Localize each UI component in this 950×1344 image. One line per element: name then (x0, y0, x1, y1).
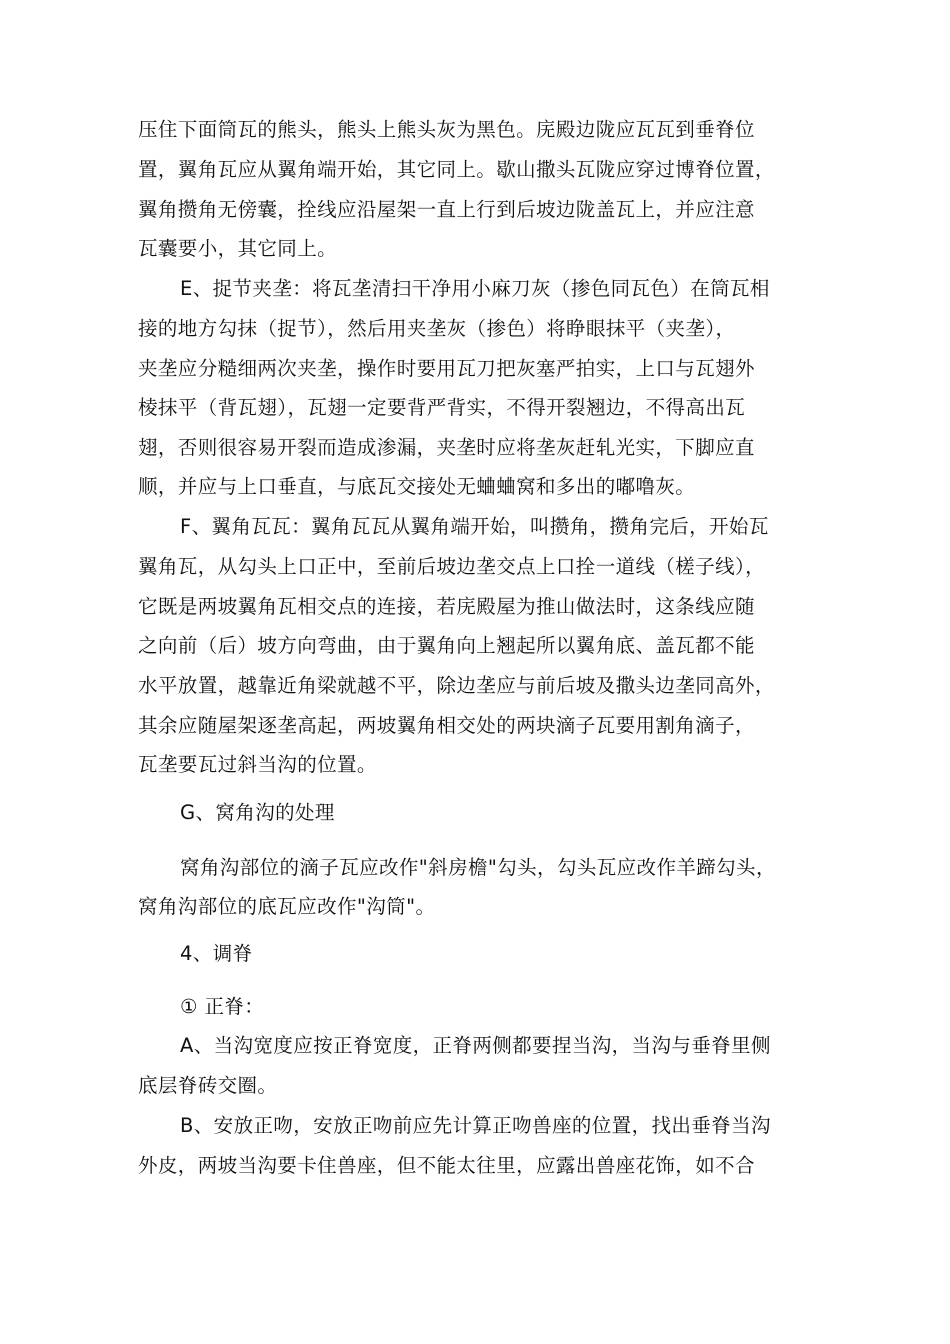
text-line: 窝角沟部位的滴子瓦应改作"斜房檐"勾头，勾头瓦应改作羊蹄勾头， (180, 856, 776, 879)
text-line: 置，翼角瓦应从翼角端开始，其它同上。歇山撒头瓦陇应穿过博脊位置， (138, 158, 775, 181)
text-line: 翼角攒角无傍囊，拴线应沿屋架一直上行到后坡边陇盖瓦上，并应注意 (138, 198, 755, 221)
text-line: 瓦垄要瓦过斜当沟的位置。 (138, 753, 377, 776)
text-line: 翅，否则很容易开裂而造成渗漏，夹垄时应将垄灰赶轧光实，下脚应直 (138, 436, 755, 459)
text-line: 压住下面筒瓦的熊头，熊头上熊头灰为黑色。庑殿边陇应瓦瓦到垂脊位 (138, 118, 755, 141)
text-line: 顺，并应与上口垂直，与底瓦交接处无蛐蛐窝和多出的嘟噜灰。 (138, 475, 696, 498)
text-line: 接的地方勾抹（捉节），然后用夹垄灰（掺色）将睁眼抹平（夹垄）， (138, 317, 736, 340)
text-line: 翼角瓦，从勾头上口正中，至前后坡边垄交点上口拴一道线（槎子线）， (138, 555, 766, 578)
text-line: 窝角沟部位的底瓦应改作"沟筒"。 (138, 895, 436, 918)
section-heading: 4、调脊 (180, 942, 253, 965)
text-line: A、当沟宽度应按正脊宽度，正脊两侧都要捏当沟，当沟与垂脊里侧 (180, 1034, 771, 1057)
text-line: E、捉节夹垄：将瓦垄清扫干净用小麻刀灰（掺色同瓦色）在筒瓦相 (180, 277, 770, 300)
text-line: 水平放置，越靠近角梁就越不平，除边垄应与前后坡及撒头边垄同高外， (138, 674, 775, 697)
section-heading: ① 正脊： (180, 995, 265, 1018)
text-line: 棱抹平（背瓦翅），瓦翅一定要背严背实，不得开裂翘边，不得高出瓦 (138, 396, 746, 419)
text-line: 夹垄应分糙细两次夹垄，操作时要用瓦刀把灰塞严拍实，上口与瓦翅外 (138, 357, 755, 380)
text-line: B、安放正吻，安放正吻前应先计算正吻兽座的位置，找出垂脊当沟 (180, 1114, 771, 1137)
text-line: 瓦囊要小，其它同上。 (138, 237, 338, 260)
text-line: 之向前（后）坡方向弯曲，由于翼角向上翘起所以翼角底、盖瓦都不能 (138, 634, 755, 657)
text-line: 它既是两坡翼角瓦相交点的连接，若庑殿屋为推山做法时，这条线应随 (138, 595, 755, 618)
text-line: 其余应随屋架逐垄高起，两坡翼角相交处的两块滴子瓦要用割角滴子， (138, 714, 755, 737)
text-line: F、翼角瓦瓦：翼角瓦瓦从翼角端开始，叫攒角，攒角完后，开始瓦 (180, 515, 769, 538)
section-heading: G、窝角沟的处理 (180, 801, 335, 824)
text-line: 底层脊砖交圈。 (138, 1074, 278, 1097)
text-line: 外皮，两坡当沟要卡住兽座，但不能太往里，应露出兽座花饰，如不合 (138, 1154, 755, 1177)
